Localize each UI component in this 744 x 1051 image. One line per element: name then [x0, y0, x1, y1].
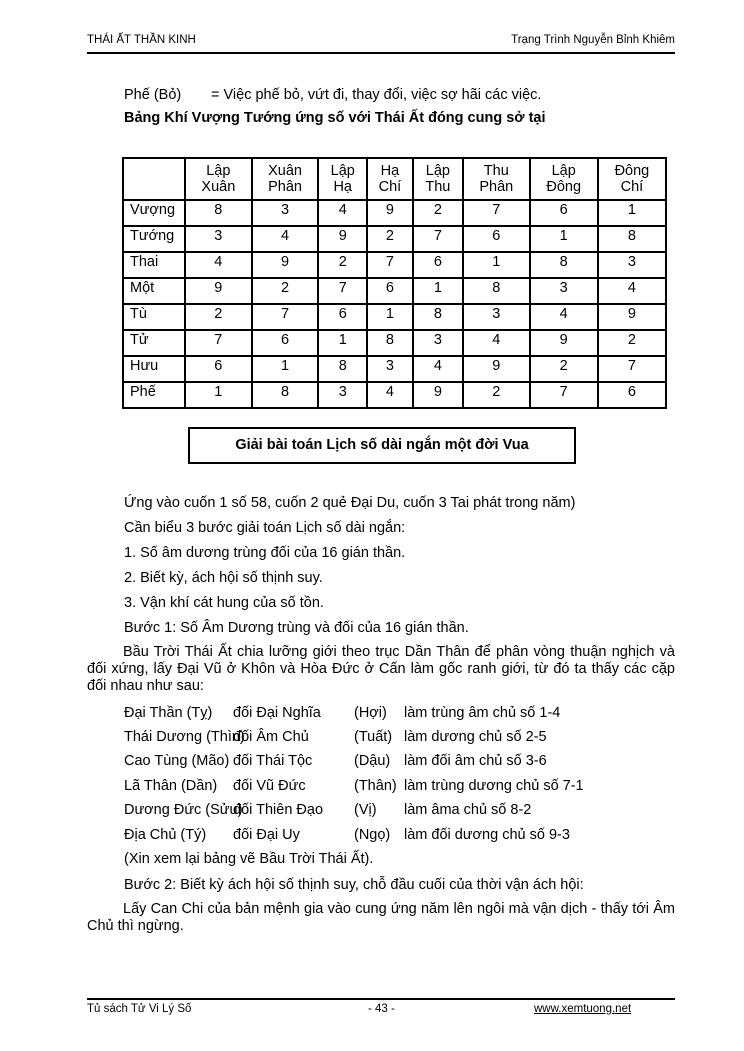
table-cell: 3 [413, 330, 463, 356]
table-cell: 6 [413, 252, 463, 278]
table-cell: 3 [598, 252, 666, 278]
section-line: 1. Số âm dương trùng đối của 16 gián thần. [124, 545, 406, 561]
table-cell: 1 [367, 304, 413, 330]
table-cell: 7 [185, 330, 252, 356]
column-header: Lập Đông [530, 158, 598, 200]
table-cell: 3 [530, 278, 598, 304]
table-cell: 7 [530, 382, 598, 408]
table-cell: 6 [530, 200, 598, 226]
author-name: Trạng Trình Nguyễn Bỉnh Khiêm [511, 34, 675, 46]
step2-heading: Bước 2: Biết kỳ ách hội số thịnh suy, chỗ đầu cuối của thời vận ách hội: [124, 877, 584, 893]
paragraph-1: Bầu Trời Thái Ất chia lưỡng giới theo trục Dần Thân để phân vòng thuận nghịch và đối xứng, lấy Đại Vũ ở Khôn và Hòa Đức ở Cấn làm gốc ranh giới, từ đó ta thấy các cặp đối nhau như sau: [87, 644, 675, 694]
section-line: 3. Vận khí cát hung của số tồn. [124, 595, 324, 611]
table-cell: 9 [463, 356, 530, 382]
table-cell: 4 [463, 330, 530, 356]
table-cell: 6 [463, 226, 530, 252]
row-label: Thai [123, 252, 185, 278]
paragraph-2: Lấy Can Chi của bản mệnh gia vào cung ứng năm lên ngôi mà vận dịch - thấy tới Âm Chủ thì ngừng. [87, 901, 675, 934]
table-cell: 7 [367, 252, 413, 278]
table-cell: 8 [598, 226, 666, 252]
table-row [123, 200, 666, 226]
page-footer [87, 998, 675, 1020]
table-cell: 2 [413, 200, 463, 226]
table-row [123, 226, 666, 252]
section-line: Ứng vào cuốn 1 số 58, cuốn 2 quẻ Đại Du, cuốn 3 Tai phát trong năm) [124, 495, 576, 511]
table-row [123, 382, 666, 408]
table-cell: 9 [367, 200, 413, 226]
row-label: Tử [123, 330, 185, 356]
table-header-row [123, 158, 666, 200]
table-cell: 4 [252, 226, 319, 252]
page-number: - 43 - [368, 1003, 395, 1015]
column-header: Xuân Phân [252, 158, 319, 200]
table-cell: 9 [318, 226, 367, 252]
table-cell: 2 [463, 382, 530, 408]
table-cell: 1 [413, 278, 463, 304]
table-cell: 4 [530, 304, 598, 330]
table-row [123, 278, 666, 304]
column-header: Lập Xuân [185, 158, 252, 200]
table-row [123, 330, 666, 356]
table-cell: 4 [413, 356, 463, 382]
page-header [87, 32, 675, 54]
table-cell: 3 [185, 226, 252, 252]
table-cell: 4 [185, 252, 252, 278]
phe-term: Phế (Bỏ) [124, 87, 182, 103]
table-cell: 7 [413, 226, 463, 252]
row-label: Vượng [123, 200, 185, 226]
table-cell: 8 [463, 278, 530, 304]
column-header: Hạ Chí [367, 158, 413, 200]
phe-definition: = Việc phế bỏ, vứt đi, thay đổi, việc sợ hãi các việc. [211, 87, 542, 103]
table-cell: 6 [318, 304, 367, 330]
table-cell: 7 [318, 278, 367, 304]
table-cell: 8 [367, 330, 413, 356]
column-header: Lập Hạ [318, 158, 367, 200]
table-cell: 9 [185, 278, 252, 304]
table-cell: 1 [185, 382, 252, 408]
table-cell: 4 [598, 278, 666, 304]
table-cell: 1 [530, 226, 598, 252]
note-line: (Xin xem lại bảng vẽ Bầu Trời Thái Ất). [124, 851, 374, 867]
column-header: Thu Phân [463, 158, 530, 200]
row-label: Tù [123, 304, 185, 330]
table-cell: 1 [318, 330, 367, 356]
table-cell: 9 [530, 330, 598, 356]
table-cell: 6 [367, 278, 413, 304]
table-cell: 6 [252, 330, 319, 356]
table-cell: 2 [530, 356, 598, 382]
table-title: Bảng Khí Vượng Tướng ứng số với Thái Ất đóng cung sở tại [124, 110, 546, 126]
table-row [123, 304, 666, 330]
step1-heading: Bước 1: Số Âm Dương trùng và đối của 16 gián thần. [124, 620, 469, 636]
table-cell: 1 [598, 200, 666, 226]
table-cell: 1 [463, 252, 530, 278]
table-cell: 9 [598, 304, 666, 330]
table-cell: 8 [185, 200, 252, 226]
row-label: Hưu [123, 356, 185, 382]
series-name: Tủ sách Tử Vi Lý Số [87, 1003, 192, 1015]
row-label: Tướng [123, 226, 185, 252]
table-cell: 3 [252, 200, 319, 226]
table-cell: 2 [185, 304, 252, 330]
table-cell: 3 [367, 356, 413, 382]
column-header: Đông Chí [598, 158, 666, 200]
row-label: Phế [123, 382, 185, 408]
table-cell: 4 [318, 200, 367, 226]
website-link[interactable]: www.xemtuong.net [534, 1003, 632, 1015]
section-line: Cần biểu 3 bước giải toán Lịch số dài ngắn: [124, 520, 406, 536]
row-label: Một [123, 278, 185, 304]
table-cell: 2 [598, 330, 666, 356]
table-cell: 6 [598, 382, 666, 408]
table-cell: 2 [252, 278, 319, 304]
table-row [123, 356, 666, 382]
table-cell: 3 [318, 382, 367, 408]
table-cell: 7 [252, 304, 319, 330]
table-cell: 8 [252, 382, 319, 408]
column-header: Lập Thu [413, 158, 463, 200]
table-cell: 7 [463, 200, 530, 226]
table-cell: 8 [413, 304, 463, 330]
section-title-box: Giải bài toán Lịch số dài ngắn một đời Vua [188, 427, 576, 464]
table-corner-cell [123, 158, 185, 200]
section-line: 2. Biết kỳ, ách hội số thịnh suy. [124, 570, 323, 586]
book-title: THÁI ẤT THẦN KINH [87, 34, 196, 46]
table-cell: 7 [598, 356, 666, 382]
table-cell: 3 [463, 304, 530, 330]
table-cell: 8 [530, 252, 598, 278]
table-cell: 1 [252, 356, 319, 382]
table-cell: 2 [318, 252, 367, 278]
table-cell: 2 [367, 226, 413, 252]
table-cell: 9 [413, 382, 463, 408]
table-cell: 6 [185, 356, 252, 382]
table-cell: 8 [318, 356, 367, 382]
vuong-tuong-table [122, 157, 667, 409]
table-row [123, 252, 666, 278]
table-cell: 9 [252, 252, 319, 278]
table-cell: 4 [367, 382, 413, 408]
